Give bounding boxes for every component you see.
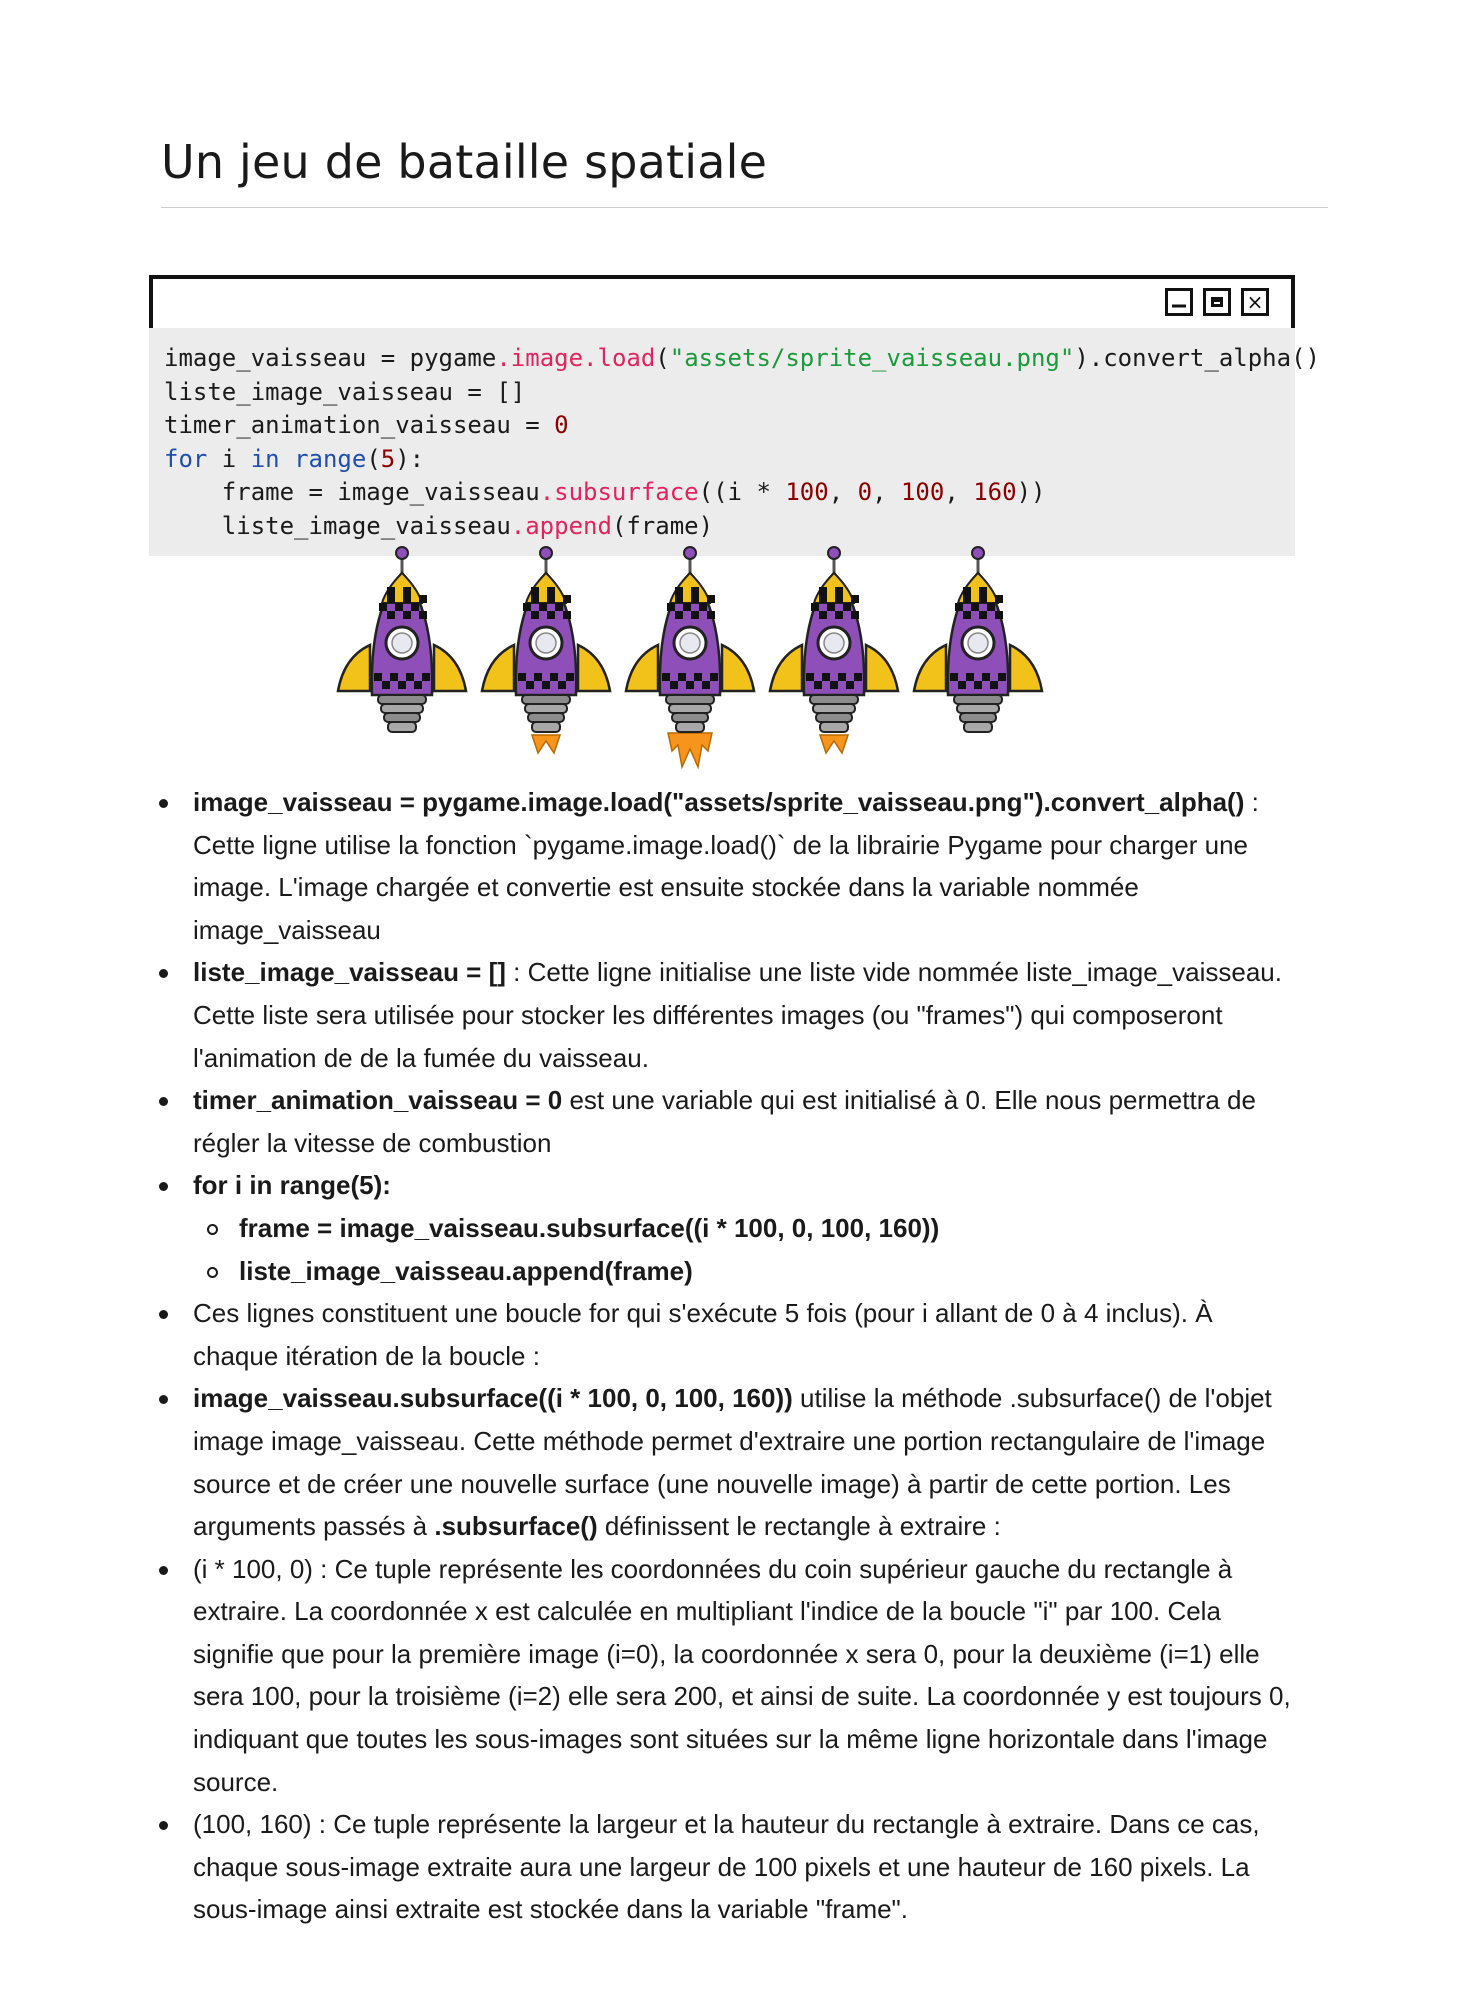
code-reference: .subsurface() — [434, 1511, 598, 1542]
explanation-text: est une variable qui est initialisé à 0. Elle nous permettra de régler la vitesse de combustion — [193, 1085, 1256, 1158]
code-token: , — [944, 478, 974, 506]
rocket-sprite-frame — [474, 545, 618, 775]
spaceship-sprite-strip — [330, 545, 1050, 775]
title-divider — [161, 207, 1328, 208]
code-token: , — [872, 478, 901, 506]
code-token: for — [164, 444, 208, 473]
explanation-text: : Cette ligne utilise la fonction `pygame.image.load()` de la librairie Pygame pour charger une image. L'image chargée et convertie est ensuite stockée dans la variable nommée image_vaisseau — [193, 787, 1259, 945]
explanation-text: utilise la méthode .subsurface() de l'objet image image_vaisseau. Cette méthode permet d'extraire une portion rectangulaire de l'image source et de créer une nouvelle surface (une nouvelle image) à partir de cette portion. Les arguments passés à — [193, 1383, 1272, 1542]
code-token: ).convert_alpha() — [1074, 344, 1320, 372]
code-reference: image_vaisseau = pygame.image.load("assets/sprite_vaisseau.png").convert_alpha() — [193, 787, 1245, 817]
close-icon[interactable]: × — [1241, 288, 1269, 316]
code-token: 5 — [380, 444, 396, 473]
explanation-list — [155, 781, 1295, 1931]
code-line — [164, 443, 1295, 477]
window-controls — [1165, 288, 1269, 316]
code-token: (frame) — [611, 511, 714, 540]
explanation-text: (i * 100, 0) : Ce tuple représente les coordonnées du coin supérieur gauche du rectangle à extraire. La coordonnée x est calculée en multipliant l'indice de la boucle "i" par 100. Cela signifie que pour la première image (i=0), la coordonnée x sera 0, pour la deuxième (i=1) elle sera 100, pour la troisième (i=2) elle sera 200, et ainsi de suite. La coordonnée y est toujours 0, indiquant que toutes les sous-images sont situées sur la même ligne horizontale dans l'image source. — [193, 1553, 1291, 1797]
code-line — [164, 376, 1295, 410]
nested-list-item — [193, 1207, 1295, 1250]
code-reference: for i in range(5): — [193, 1170, 391, 1201]
list-item — [155, 1377, 1295, 1547]
code-token: .subsurface — [539, 478, 699, 506]
code-token: 0 — [554, 411, 569, 439]
code-reference: liste_image_vaisseau.append(frame) — [239, 1255, 693, 1286]
code-token: .append — [510, 511, 612, 540]
maximize-icon[interactable] — [1203, 288, 1231, 316]
code-line — [164, 409, 1295, 443]
list-item — [155, 1079, 1295, 1164]
code-token: "assets/sprite_vaisseau.png" — [669, 344, 1075, 372]
code-line — [164, 342, 1320, 376]
code-reference: timer_animation_vaisseau = 0 — [193, 1085, 563, 1116]
code-token: 100 — [785, 478, 829, 506]
code-token: ( — [366, 444, 381, 473]
code-token: liste_image_vaisseau = [] — [164, 377, 526, 406]
list-item — [155, 1548, 1295, 1804]
code-token: in — [250, 444, 280, 473]
rocket-sprite-frame — [330, 545, 474, 775]
code-token: i — [207, 444, 251, 473]
code-token: )) — [1016, 478, 1046, 506]
code-line — [164, 476, 1295, 510]
code-token: .image.load — [496, 344, 656, 372]
explanation-text: (100, 160) : Ce tuple représente la largeur et la hauteur du rectangle à extraire. Dans ce cas, chaque sous-image extraite aura une largeur de 100 pixels et une hauteur de 160 pixels. La sous-image ainsi extraite est stockée dans la variable "frame". — [193, 1809, 1260, 1925]
list-item — [155, 1164, 1295, 1292]
code-token: ( — [655, 344, 670, 372]
rocket-sprite-frame — [762, 545, 906, 775]
code-token: 0 — [857, 478, 873, 506]
nested-list-item — [193, 1250, 1295, 1293]
nested-list — [193, 1207, 1295, 1292]
code-block — [149, 328, 1320, 556]
code-token: range — [294, 444, 367, 473]
code-token: ((i * — [698, 478, 786, 506]
list-item — [155, 951, 1295, 1079]
list-item — [155, 1292, 1295, 1377]
rocket-sprite-frame — [618, 545, 762, 775]
list-item — [155, 781, 1295, 951]
code-token: 160 — [973, 478, 1017, 506]
page-title: Un jeu de bataille spatiale — [161, 135, 768, 189]
rocket-sprite-frame — [906, 545, 1050, 775]
code-token: liste_image_vaisseau — [164, 511, 511, 540]
code-token: frame = image_vaisseau — [164, 478, 540, 506]
list-item — [155, 1803, 1295, 1931]
code-token: image_vaisseau = pygame — [164, 344, 497, 372]
code-reference: frame = image_vaisseau.subsurface((i * 100, 0, 100, 160)) — [239, 1212, 940, 1243]
explanation-text: Ces lignes constituent une boucle for qui s'exécute 5 fois (pour i allant de 0 à 4 inclus). À chaque itération de la boucle : — [193, 1298, 1213, 1371]
explanation-text: : Cette ligne initialise une liste vide nommée liste_image_vaisseau. Cette liste sera utilisée pour stocker les différentes images (ou "frames") qui composeront l'animation de de la fumée du vaisseau. — [193, 957, 1282, 1073]
code-token — [280, 445, 294, 473]
code-line — [164, 510, 1295, 544]
code-token: ): — [395, 444, 425, 473]
code-window-titlebar — [149, 275, 1295, 332]
explanation-text: définissent le rectangle à extraire : — [597, 1511, 1001, 1542]
code-reference: liste_image_vaisseau = [] — [193, 957, 506, 988]
code-token: timer_animation_vaisseau = — [164, 411, 555, 439]
minimize-icon[interactable] — [1165, 288, 1193, 316]
code-reference: image_vaisseau.subsurface((i * 100, 0, 100, 160)) — [193, 1383, 793, 1414]
code-token: 100 — [900, 478, 945, 506]
code-token: , — [828, 478, 858, 506]
